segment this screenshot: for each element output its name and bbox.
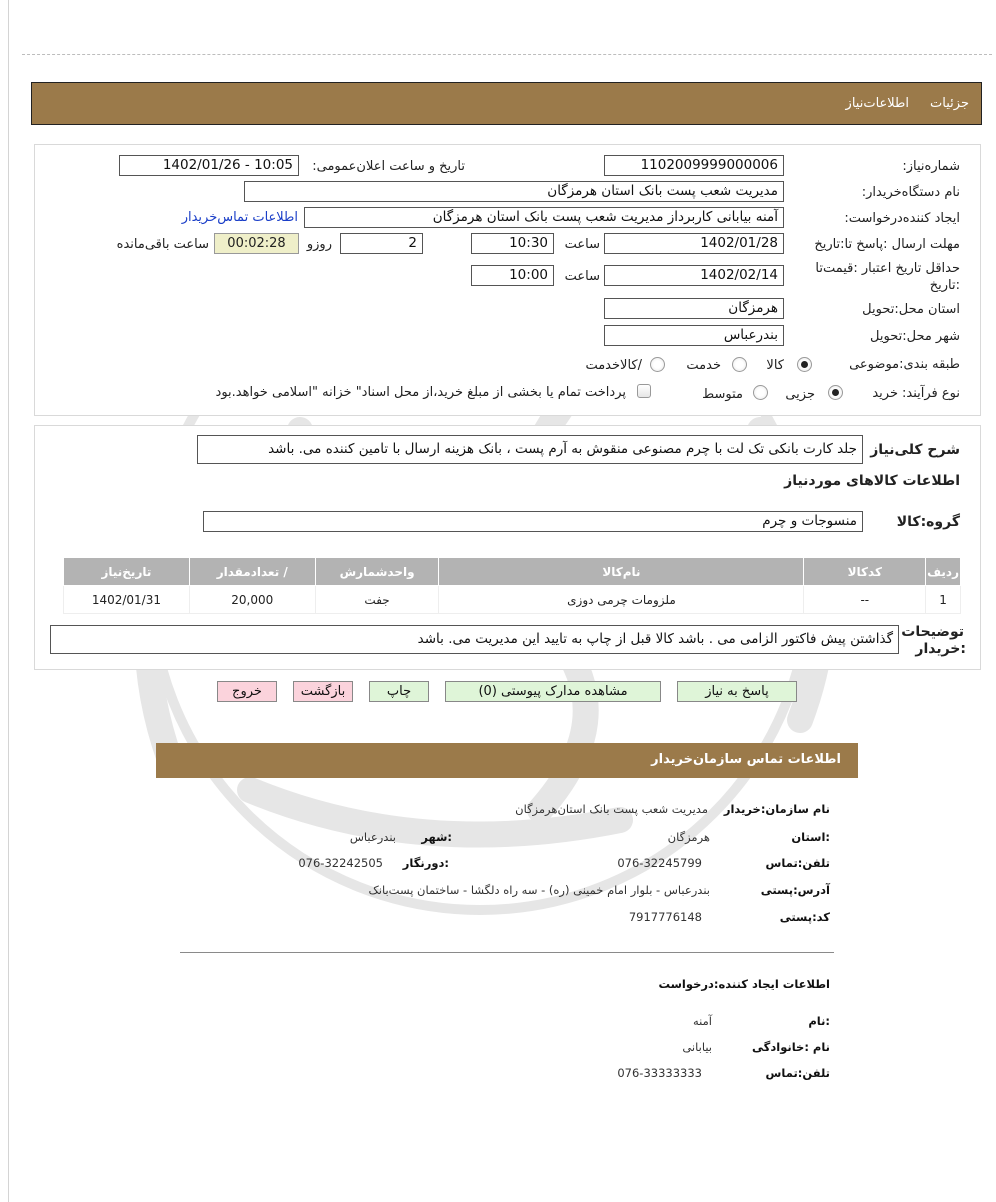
goods-group-field: منسوجات و چرم [203, 511, 863, 532]
tab-need-info[interactable]: اطلاعات‌نیاز [845, 96, 909, 111]
deadline-label: مهلت ارسال :پاسخ تا:تاریخ [814, 237, 960, 252]
cell-date: 1402/01/31 [64, 586, 190, 614]
cell-unit: جفت [315, 586, 439, 614]
category-radio-goods[interactable] [797, 357, 812, 372]
remaining-timer: 00:02:28 [214, 233, 299, 254]
col-unit-header: واحدشمارش [315, 558, 439, 586]
contact-city-value: بندرعباس [349, 830, 396, 844]
remaining-label: ساعت باقی‌مانده [116, 237, 209, 252]
contact-postal-value: 7917776148 [628, 910, 702, 924]
province-label: استان محل:تحویل [862, 302, 960, 317]
contact-address-value: بندرعباس - بلوار امام خمینی (ره) - سه راه دلگشا - ساختمان پست‌بانک [368, 883, 710, 897]
contact-phone-label: تلفن:تماس [765, 856, 830, 870]
exit-button[interactable]: خروج [217, 681, 277, 702]
category-radio-goods-service[interactable] [650, 357, 665, 372]
need-summary-text: جلد کارت بانکی تک لت با چرم مصنوعی منقوش به آرم پست ، بانک هزینه ارسال با تامین کننده می. باشد [197, 435, 863, 464]
col-date-header: تاریخ‌نیاز [64, 558, 190, 586]
buyer-contact-bar [156, 743, 858, 778]
need-number-field: 1102009999000006 [604, 155, 784, 176]
contact-postal-label: کد:پستی [779, 910, 830, 924]
days-count-field: 2 [340, 233, 423, 254]
creator-family-value: بیابانی [682, 1040, 712, 1054]
process-radio-minor[interactable] [828, 385, 843, 400]
province-field: هرمزگان [604, 298, 784, 319]
requester-field: آمنه بیابانی کاربرداز مدیریت شعب پست بانک استان هرمزگان [304, 207, 784, 228]
goods-table [63, 557, 961, 614]
validity-time-field: 10:00 [471, 265, 554, 286]
contact-province-label: :استان [791, 830, 830, 844]
buyer-contact-title: اطلاعات تماس سازمان‌خریدار [651, 752, 841, 767]
validity-time-label: ساعت [564, 269, 600, 284]
buyer-org-label: نام دستگاه‌خریدار: [861, 185, 960, 200]
cell-row: 1 [926, 586, 961, 614]
goods-table-header-row [64, 558, 961, 586]
category-label: طبقه بندی:موضوعی [849, 357, 960, 372]
city-field: بندرعباس [604, 325, 784, 346]
process-purchase-text: خرید [872, 386, 898, 401]
buyer-notes-text: گذاشتن پیش فاکتور الزامی می . باشد کالا قبل از چاپ به تایید این مدیریت می. باشد [50, 625, 899, 654]
creator-name-label: :نام [808, 1014, 830, 1028]
contact-city-label: :شهر [421, 830, 452, 844]
contact-fax-label: :دورنگار [402, 856, 449, 870]
cell-qty: 20,000 [189, 586, 315, 614]
cell-name: ملزومات چرمی دوزی [439, 586, 804, 614]
col-code-header: کدکالا [804, 558, 926, 586]
process-label: نوع فرآیند: [902, 386, 960, 401]
need-number-label: شماره‌نیاز: [902, 159, 960, 174]
attachments-button[interactable]: مشاهده مدارک پیوستی (0) [445, 681, 661, 702]
tab-details[interactable]: جزئیات [930, 96, 969, 111]
back-button[interactable]: بازگشت [293, 681, 353, 702]
buyer-notes-label-line1: توضیحات [901, 624, 964, 640]
top-dotted-divider [22, 54, 992, 55]
contact-province-value: هرمزگان [667, 830, 710, 844]
print-button[interactable]: چاپ [369, 681, 429, 702]
col-row-header: ردیف [926, 558, 961, 586]
process-option-medium: متوسط [702, 387, 743, 402]
col-qty-header: / تعدادمقدار [189, 558, 315, 586]
contact-divider [180, 952, 834, 953]
treasury-payment-note: پرداخت تمام یا بخشی از مبلغ خرید،از محل اسناد" خزانه "اسلامی خواهد.بود [215, 385, 626, 400]
top-tab-bar [31, 82, 982, 125]
buyer-contact-link[interactable]: اطلاعات تماس‌خریدار [181, 210, 298, 225]
deadline-time-label: ساعت [564, 237, 600, 252]
org-name-label: نام سازمان:خریدار [723, 802, 830, 816]
table-row [64, 586, 961, 614]
treasury-payment-checkbox[interactable] [637, 384, 651, 398]
requester-label: ایجاد کننده‌درخواست: [844, 211, 960, 226]
validity-label-line2: :تاریخ [929, 278, 960, 293]
category-option-goods-service: /کالاخدمت [585, 358, 642, 373]
announce-datetime-field: 1402/01/26 - 10:05 [119, 155, 299, 176]
category-radio-service[interactable] [732, 357, 747, 372]
cell-code: -- [804, 586, 926, 614]
reply-button[interactable]: پاسخ به نیاز [677, 681, 797, 702]
city-label: شهر محل:تحویل [870, 329, 960, 344]
creator-phone-label: تلفن:تماس [765, 1066, 830, 1080]
validity-date-field: 1402/02/14 [604, 265, 784, 286]
days-label: روزو [306, 237, 332, 252]
buyer-notes-label-line2: :خریدار [915, 641, 966, 657]
need-summary-label: شرح کلی‌نیاز [870, 442, 960, 458]
left-border [8, 0, 9, 1202]
deadline-date-field: 1402/01/28 [604, 233, 784, 254]
org-name-value: مدیریت شعب پست بانک استان‌هرمزگان [515, 802, 708, 816]
process-radio-medium[interactable] [753, 385, 768, 400]
buyer-org-field: مدیریت شعب پست بانک استان هرمزگان [244, 181, 784, 202]
creator-name-value: آمنه [693, 1014, 712, 1028]
category-option-goods: کالا [766, 358, 784, 373]
deadline-time-field: 10:30 [471, 233, 554, 254]
validity-label-line1: حداقل تاریخ اعتبار :قیمت‌تا [815, 261, 960, 276]
goods-group-label: گروه‌:کالا [896, 514, 960, 530]
creator-family-label: نام :خانوادگی [752, 1040, 830, 1054]
contact-address-label: آدرس:پستی [760, 883, 830, 897]
creator-phone-value: 076-33333333 [617, 1066, 702, 1080]
goods-info-title: اطلاعات کالاهای موردنیاز [784, 473, 960, 489]
col-name-header: نام‌کالا [439, 558, 804, 586]
contact-phone-value: 076-32245799 [617, 856, 702, 870]
announce-label: تاریخ و ساعت اعلان‌عمومی: [312, 159, 465, 174]
contact-fax-value: 076-32242505 [298, 856, 383, 870]
process-option-minor: جزیی [785, 387, 815, 402]
creator-info-title: اطلاعات ایجاد کننده:درخواست [658, 977, 830, 991]
category-option-service: خدمت [686, 358, 721, 373]
